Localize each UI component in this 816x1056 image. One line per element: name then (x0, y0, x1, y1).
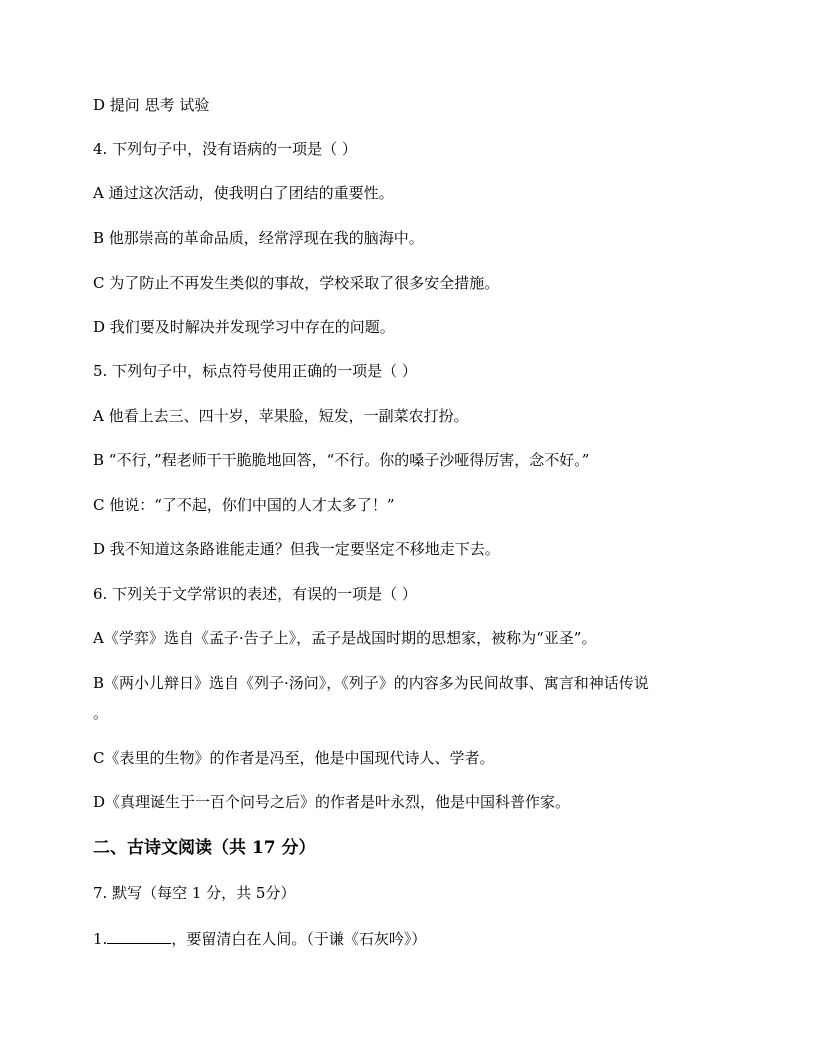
item-text: ，要留清白在人间。（于谦《石灰吟》） (171, 930, 427, 948)
option-c-q5: C 他说：“了不起，你们中国的人才太多了！” (93, 496, 395, 514)
option-a-q4: A 通过这次活动，使我明白了团结的重要性。 (93, 184, 394, 202)
option-b-q6: B《两小儿辩日》选自《列子·汤问》，《列子》的内容多为民间故事、寓言和神话传说 (93, 674, 649, 692)
section-heading: 二、古诗文阅读（共 17 分） (93, 838, 316, 858)
option-b-q4: B 他那崇高的革命品质，经常浮现在我的脑海中。 (93, 229, 424, 247)
question-7-item-1 (93, 929, 426, 948)
option-c-q6: C《表里的生物》的作者是冯至，他是中国现代诗人、学者。 (93, 749, 495, 767)
option-d-q6: D《真理诞生于一百个问号之后》的作者是叶永烈，他是中国科普作家。 (93, 793, 571, 811)
option-c-q4: C 为了防止不再发生类似的事故，学校采取了很多安全措施。 (93, 274, 500, 292)
option-a-q6: A《学弈》选自《孟子·告子上》，孟子是战国时期的思想家，被称为“亚圣”。 (93, 629, 597, 647)
option-b-q6-continued: 。 (93, 704, 109, 722)
option-d-q3: D 提问 思考 试验 (93, 96, 210, 114)
option-b-q5: B “不行，”程老师干干脆脆地回答，“不行。你的嗓子沙哑得厉害，念不好。” (93, 451, 590, 469)
question-5: 5. 下列句子中，标点符号使用正确的一项是（ ） (93, 362, 417, 380)
question-6: 6. 下列关于文学常识的表述，有误的一项是（ ） (93, 585, 417, 603)
question-4: 4. 下列句子中，没有语病的一项是（ ） (93, 140, 357, 158)
item-number: 1. (93, 930, 108, 948)
question-7: 7. 默写（每空 1 分，共 5分） (93, 884, 296, 902)
option-d-q4: D 我们要及时解决并发现学习中存在的问题。 (93, 318, 395, 336)
option-a-q5: A 他看上去三、四十岁，苹果脸，短发，一副菜农打扮。 (93, 407, 469, 425)
fill-in-blank (107, 929, 171, 944)
option-d-q5: D 我不知道这条路谁能走通？但我一定要坚定不移地走下去。 (93, 540, 500, 558)
